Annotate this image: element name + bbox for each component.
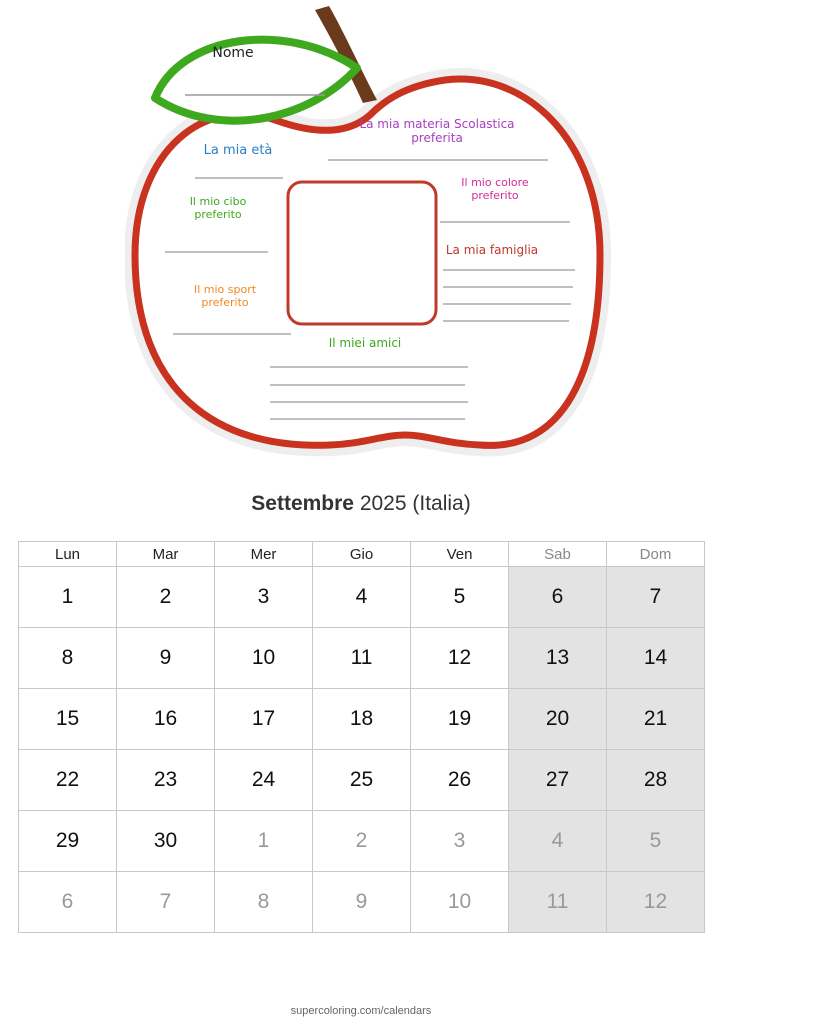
apple-worksheet-svg bbox=[125, 0, 615, 468]
subject-label-2: preferita bbox=[411, 131, 463, 145]
day-cell: 16 bbox=[117, 689, 215, 750]
month-calendar-grid bbox=[18, 541, 705, 933]
day-cell-next-month: 6 bbox=[19, 872, 117, 933]
food-label-2: preferito bbox=[194, 208, 242, 221]
day-cell: 22 bbox=[19, 750, 117, 811]
calendar-week-row bbox=[19, 689, 705, 750]
calendar-month: Settembre bbox=[251, 492, 354, 515]
day-cell: 18 bbox=[313, 689, 411, 750]
weekday-header: Mar bbox=[117, 542, 215, 567]
day-cell-next-month: 1 bbox=[215, 811, 313, 872]
day-cell-next-month: 7 bbox=[117, 872, 215, 933]
day-cell-weekend: 7 bbox=[607, 567, 705, 628]
day-cell-next-month-weekend: 5 bbox=[607, 811, 705, 872]
day-cell-next-month: 9 bbox=[313, 872, 411, 933]
day-cell: 30 bbox=[117, 811, 215, 872]
weekday-header-weekend: Dom bbox=[607, 542, 705, 567]
day-cell-next-month: 3 bbox=[411, 811, 509, 872]
color-label-2: preferito bbox=[471, 189, 519, 202]
day-cell: 4 bbox=[313, 567, 411, 628]
day-cell: 23 bbox=[117, 750, 215, 811]
day-cell-weekend: 6 bbox=[509, 567, 607, 628]
day-cell: 19 bbox=[411, 689, 509, 750]
sport-label-2: preferito bbox=[201, 296, 249, 309]
food-label: Il mio cibo bbox=[189, 195, 247, 208]
photo-frame bbox=[288, 182, 436, 324]
calendar-week-row bbox=[19, 567, 705, 628]
calendar-week-row bbox=[19, 811, 705, 872]
day-cell: 1 bbox=[19, 567, 117, 628]
calendar-title bbox=[18, 492, 704, 516]
sport-label: Il mio sport bbox=[193, 283, 257, 296]
day-cell-weekend: 21 bbox=[607, 689, 705, 750]
calendar-week-row bbox=[19, 872, 705, 933]
day-cell-weekend: 28 bbox=[607, 750, 705, 811]
day-cell-next-month-weekend: 4 bbox=[509, 811, 607, 872]
day-cell-weekend: 20 bbox=[509, 689, 607, 750]
day-cell-next-month-weekend: 12 bbox=[607, 872, 705, 933]
day-cell-weekend: 13 bbox=[509, 628, 607, 689]
weekday-header: Ven bbox=[411, 542, 509, 567]
weekday-header: Gio bbox=[313, 542, 411, 567]
weekday-header-row bbox=[19, 542, 705, 567]
day-cell-next-month: 2 bbox=[313, 811, 411, 872]
day-cell-next-month: 8 bbox=[215, 872, 313, 933]
family-label: La mia famiglia bbox=[445, 243, 539, 257]
day-cell-next-month-weekend: 11 bbox=[509, 872, 607, 933]
day-cell: 11 bbox=[313, 628, 411, 689]
day-cell-next-month: 10 bbox=[411, 872, 509, 933]
weekday-header: Mer bbox=[215, 542, 313, 567]
day-cell: 8 bbox=[19, 628, 117, 689]
footer-source-link[interactable]: supercoloring.com/calendars bbox=[290, 1005, 432, 1017]
day-cell: 3 bbox=[215, 567, 313, 628]
friends-label: Il miei amici bbox=[328, 336, 402, 350]
day-cell: 5 bbox=[411, 567, 509, 628]
name-label: Nome bbox=[212, 45, 254, 61]
day-cell: 10 bbox=[215, 628, 313, 689]
day-cell: 12 bbox=[411, 628, 509, 689]
day-cell: 2 bbox=[117, 567, 215, 628]
color-label: Il mio colore bbox=[461, 176, 529, 189]
weekday-header-weekend: Sab bbox=[509, 542, 607, 567]
day-cell: 15 bbox=[19, 689, 117, 750]
apple-leaf bbox=[155, 40, 357, 121]
day-cell-weekend: 14 bbox=[607, 628, 705, 689]
day-cell: 24 bbox=[215, 750, 313, 811]
day-cell-weekend: 27 bbox=[509, 750, 607, 811]
day-cell: 9 bbox=[117, 628, 215, 689]
apple-worksheet-illustration bbox=[125, 0, 615, 468]
calendar-week-row bbox=[19, 750, 705, 811]
calendar-year-country: 2025 (Italia) bbox=[353, 492, 471, 515]
day-cell: 26 bbox=[411, 750, 509, 811]
weekday-header: Lun bbox=[19, 542, 117, 567]
age-label: La mia età bbox=[203, 143, 273, 158]
subject-label: La mia materia Scolastica bbox=[359, 117, 515, 131]
day-cell: 25 bbox=[313, 750, 411, 811]
day-cell: 29 bbox=[19, 811, 117, 872]
day-cell: 17 bbox=[215, 689, 313, 750]
calendar-week-row bbox=[19, 628, 705, 689]
